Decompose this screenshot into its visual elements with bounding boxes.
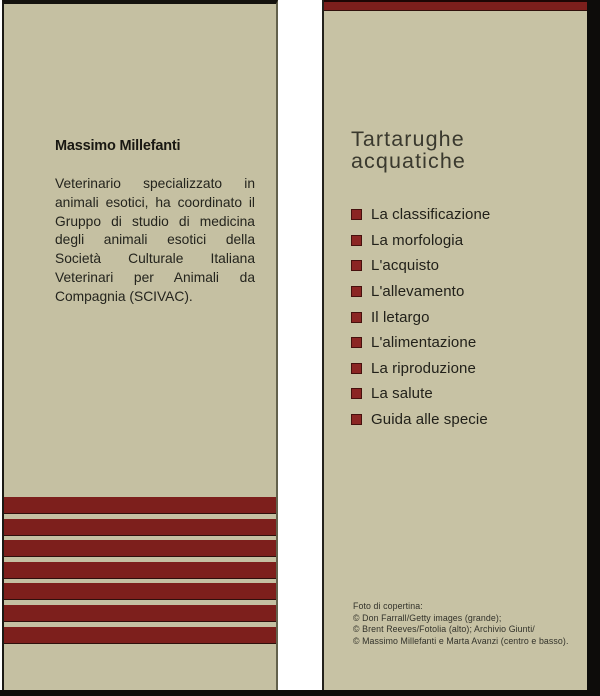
author-bio: Veterinario specializzato in animali esotici, ha coordinato il Gruppo di studio di medicina degli animali esotici della Società Culturale Italiana Veterinari per Animali da Compagnia (SCIVAC). bbox=[55, 176, 255, 304]
topic-item bbox=[351, 279, 490, 305]
right-flap-panel bbox=[322, 0, 587, 691]
credit-line: © Brent Reeves/Fotolia (alto); Archivio Giunti/ bbox=[353, 624, 535, 635]
topic-item bbox=[351, 202, 490, 228]
red-stripe bbox=[4, 605, 276, 622]
topic-item bbox=[351, 304, 490, 330]
topic-item bbox=[351, 228, 490, 254]
square-bullet-icon bbox=[351, 388, 362, 399]
red-stripe bbox=[4, 583, 276, 600]
topic-label: Il letargo bbox=[371, 308, 430, 326]
square-bullet-icon bbox=[351, 260, 362, 271]
credit-line: © Massimo Millefanti e Marta Avanzi (centro e basso). bbox=[353, 636, 569, 647]
photo-frame-right-edge bbox=[587, 0, 600, 696]
square-bullet-icon bbox=[351, 209, 362, 220]
red-stripe bbox=[4, 627, 276, 644]
stripe-block bbox=[4, 497, 276, 644]
red-stripe bbox=[4, 497, 276, 514]
topic-item bbox=[351, 330, 490, 356]
square-bullet-icon bbox=[351, 414, 362, 425]
topic-label: La salute bbox=[371, 385, 433, 403]
red-stripe bbox=[4, 562, 276, 579]
square-bullet-icon bbox=[351, 286, 362, 297]
credit-line: Foto di copertina: bbox=[353, 601, 423, 611]
square-bullet-icon bbox=[351, 363, 362, 374]
square-bullet-icon bbox=[351, 337, 362, 348]
topic-label: La classificazione bbox=[371, 206, 491, 224]
topic-label: Guida alle specie bbox=[371, 411, 488, 429]
book-title-line-2: acquatiche bbox=[351, 149, 466, 173]
book-title-line-1: Tartarughe bbox=[351, 127, 465, 151]
square-bullet-icon bbox=[351, 312, 362, 323]
topic-label: La morfologia bbox=[371, 231, 464, 249]
topic-label: L'allevamento bbox=[371, 283, 465, 301]
left-flap-panel bbox=[2, 0, 278, 691]
topic-label: L'alimentazione bbox=[371, 334, 477, 352]
photo-frame-bottom-edge bbox=[0, 690, 600, 696]
topic-label: L'acquisto bbox=[371, 257, 440, 275]
topic-item bbox=[351, 407, 490, 433]
book-title bbox=[351, 128, 466, 172]
square-bullet-icon bbox=[351, 235, 362, 246]
topic-item bbox=[351, 253, 490, 279]
topics-list bbox=[351, 202, 490, 432]
top-red-band bbox=[324, 0, 587, 11]
author-name: Massimo Millefanti bbox=[55, 138, 181, 154]
topic-label: La riproduzione bbox=[371, 359, 476, 377]
credit-line: © Don Farrall/Getty images (grande); bbox=[353, 612, 502, 623]
topic-item bbox=[351, 356, 490, 382]
topic-item bbox=[351, 381, 490, 407]
red-stripe bbox=[4, 540, 276, 557]
photo-credits bbox=[353, 601, 569, 648]
red-stripe bbox=[4, 519, 276, 536]
